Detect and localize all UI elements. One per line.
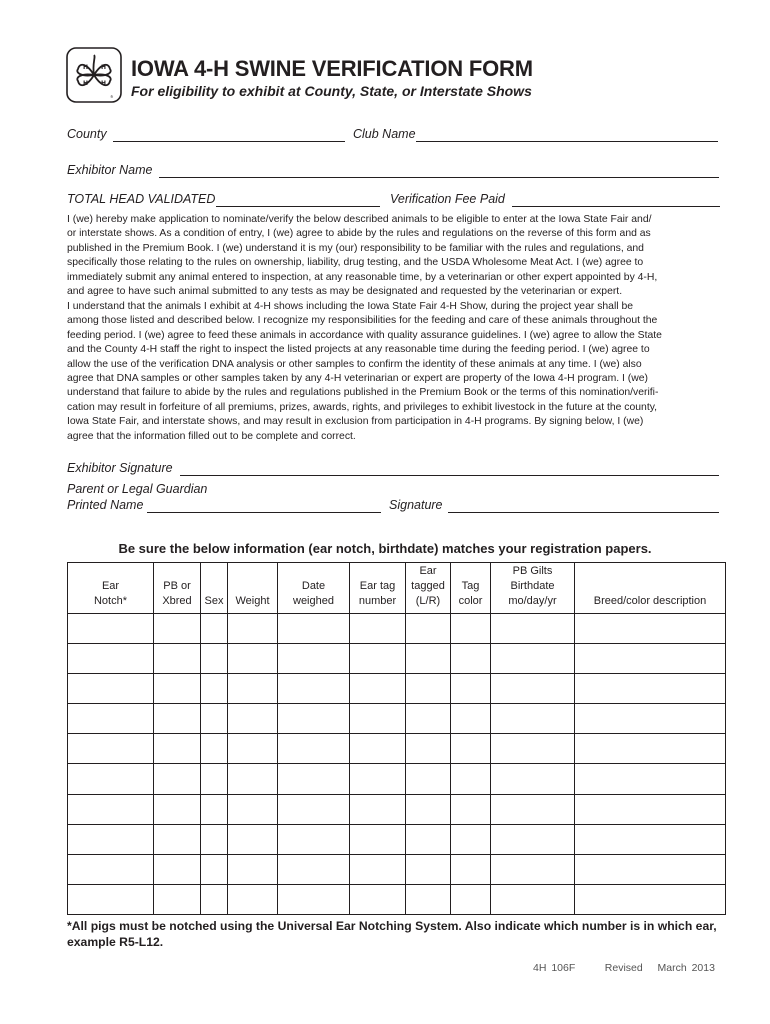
- total-head-field[interactable]: [216, 206, 380, 207]
- table-cell[interactable]: [491, 824, 575, 854]
- table-cell[interactable]: [68, 884, 154, 914]
- table-cell[interactable]: [278, 704, 350, 734]
- printed-name-field[interactable]: [147, 512, 381, 513]
- table-cell[interactable]: [491, 794, 575, 824]
- table-cell[interactable]: [201, 614, 228, 644]
- table-cell[interactable]: [228, 884, 278, 914]
- column-header: Breed/color description: [575, 563, 726, 614]
- table-cell[interactable]: [575, 794, 726, 824]
- table-cell[interactable]: [451, 644, 491, 674]
- table-cell[interactable]: [228, 704, 278, 734]
- table-cell[interactable]: [451, 614, 491, 644]
- table-cell[interactable]: [575, 764, 726, 794]
- revision-info: [533, 962, 715, 974]
- table-cell[interactable]: [228, 794, 278, 824]
- table-cell[interactable]: [350, 644, 406, 674]
- table-cell[interactable]: [68, 644, 154, 674]
- column-header: Weight: [228, 563, 278, 614]
- table-row: [68, 674, 726, 704]
- 4-h-clover-icon: [66, 47, 122, 103]
- exhibitor-signature-label: Exhibitor Signature: [67, 461, 173, 475]
- table-cell[interactable]: [278, 674, 350, 704]
- table-cell[interactable]: [154, 644, 201, 674]
- table-cell[interactable]: [491, 764, 575, 794]
- table-cell[interactable]: [68, 674, 154, 704]
- table-cell[interactable]: [406, 704, 451, 734]
- verification-fee-label: Verification Fee Paid: [390, 192, 505, 206]
- exhibitor-signature-field[interactable]: [180, 475, 719, 476]
- table-cell[interactable]: [201, 734, 228, 764]
- column-header: Date weighed: [278, 563, 350, 614]
- table-cell[interactable]: [406, 824, 451, 854]
- column-header: Ear tag number: [350, 563, 406, 614]
- table-cell[interactable]: [491, 614, 575, 644]
- footnote-text: *All pigs must be notched using the Universal Ear Notching System. Also indicate which number is in which ear, example R5-L12.: [67, 919, 717, 949]
- table-cell[interactable]: [350, 884, 406, 914]
- table-cell[interactable]: [575, 734, 726, 764]
- total-head-label: TOTAL HEAD VALIDATED: [67, 192, 216, 206]
- table-cell[interactable]: [201, 824, 228, 854]
- parent-signature-field[interactable]: [448, 512, 719, 513]
- table-cell[interactable]: [278, 824, 350, 854]
- svg-text:H: H: [101, 64, 107, 71]
- table-row: [68, 824, 726, 854]
- table-row: [68, 614, 726, 644]
- signature-label: Signature: [389, 498, 443, 512]
- table-cell[interactable]: [350, 764, 406, 794]
- table-cell[interactable]: [491, 854, 575, 884]
- table-cell[interactable]: [575, 674, 726, 704]
- table-cell[interactable]: [154, 824, 201, 854]
- table-cell[interactable]: [154, 674, 201, 704]
- table-cell[interactable]: [154, 764, 201, 794]
- column-header: PB or Xbred: [154, 563, 201, 614]
- table-cell[interactable]: [278, 614, 350, 644]
- table-cell[interactable]: [406, 764, 451, 794]
- table-cell[interactable]: [575, 824, 726, 854]
- table-cell[interactable]: [154, 794, 201, 824]
- table-cell[interactable]: [406, 614, 451, 644]
- table-cell[interactable]: [350, 704, 406, 734]
- exhibitor-name-label: Exhibitor Name: [67, 163, 153, 177]
- table-cell[interactable]: [451, 884, 491, 914]
- table-cell[interactable]: [451, 824, 491, 854]
- table-cell[interactable]: [228, 854, 278, 884]
- table-cell[interactable]: [278, 734, 350, 764]
- table-cell[interactable]: [451, 674, 491, 704]
- table-header-row: [68, 563, 726, 614]
- table-cell[interactable]: [228, 764, 278, 794]
- table-cell[interactable]: [228, 734, 278, 764]
- table-cell[interactable]: [228, 674, 278, 704]
- table-row: [68, 794, 726, 824]
- table-cell[interactable]: [154, 614, 201, 644]
- table-cell[interactable]: [350, 734, 406, 764]
- table-cell[interactable]: [406, 794, 451, 824]
- table-cell[interactable]: [154, 854, 201, 884]
- form-title: IOWA 4-H SWINE VERIFICATION FORM: [131, 56, 533, 81]
- swine-table: [67, 562, 726, 915]
- form-subtitle: For eligibility to exhibit at County, State, or Interstate Shows: [131, 83, 532, 99]
- table-cell[interactable]: [451, 734, 491, 764]
- county-field[interactable]: [113, 141, 345, 142]
- table-cell[interactable]: [278, 764, 350, 794]
- table-row: [68, 644, 726, 674]
- column-header: PB Gilts Birthdate mo/day/yr: [491, 563, 575, 614]
- table-cell[interactable]: [575, 644, 726, 674]
- column-header: Sex: [201, 563, 228, 614]
- table-cell[interactable]: [278, 884, 350, 914]
- table-cell[interactable]: [68, 854, 154, 884]
- table-cell[interactable]: [201, 704, 228, 734]
- table-cell[interactable]: [575, 884, 726, 914]
- table-cell[interactable]: [201, 884, 228, 914]
- table-cell[interactable]: [575, 704, 726, 734]
- revision-date: Revised March 2013: [604, 962, 715, 974]
- table-cell[interactable]: [68, 614, 154, 644]
- club-name-field[interactable]: [416, 141, 718, 142]
- table-cell[interactable]: [451, 764, 491, 794]
- printed-name-label: Printed Name: [67, 498, 144, 512]
- column-header: Ear Notch*: [68, 563, 154, 614]
- table-cell[interactable]: [491, 704, 575, 734]
- table-cell[interactable]: [201, 644, 228, 674]
- table-cell[interactable]: [350, 824, 406, 854]
- table-cell[interactable]: [451, 854, 491, 884]
- table-cell[interactable]: [278, 854, 350, 884]
- table-cell[interactable]: [350, 794, 406, 824]
- county-label: County: [67, 127, 107, 141]
- table-cell[interactable]: [228, 614, 278, 644]
- verification-fee-field[interactable]: [512, 206, 720, 207]
- table-cell[interactable]: [491, 734, 575, 764]
- svg-text:®: ®: [110, 95, 114, 99]
- table-cell[interactable]: [491, 674, 575, 704]
- parent-guardian-label: Parent or Legal Guardian: [67, 482, 208, 496]
- table-cell[interactable]: [451, 794, 491, 824]
- table-row: [68, 704, 726, 734]
- table-cell[interactable]: [68, 734, 154, 764]
- table-row: [68, 884, 726, 914]
- table-cell[interactable]: [154, 734, 201, 764]
- table-cell[interactable]: [228, 644, 278, 674]
- table-cell[interactable]: [68, 764, 154, 794]
- table-cell[interactable]: [154, 884, 201, 914]
- column-header: Tag color: [451, 563, 491, 614]
- table-cell[interactable]: [350, 674, 406, 704]
- table-cell[interactable]: [228, 824, 278, 854]
- table-cell[interactable]: [201, 854, 228, 884]
- table-cell[interactable]: [350, 854, 406, 884]
- table-cell[interactable]: [68, 824, 154, 854]
- table-cell[interactable]: [154, 704, 201, 734]
- exhibitor-name-field[interactable]: [159, 177, 719, 178]
- club-name-label: Club Name: [353, 127, 416, 141]
- table-cell[interactable]: [278, 794, 350, 824]
- table-cell[interactable]: [575, 614, 726, 644]
- table-cell[interactable]: [406, 884, 451, 914]
- table-cell[interactable]: [350, 614, 406, 644]
- table-cell[interactable]: [201, 674, 228, 704]
- table-cell[interactable]: [68, 794, 154, 824]
- table-cell[interactable]: [491, 884, 575, 914]
- table-cell[interactable]: [406, 734, 451, 764]
- svg-text:H: H: [83, 64, 89, 71]
- table-cell[interactable]: [406, 644, 451, 674]
- table-cell[interactable]: [491, 644, 575, 674]
- table-cell[interactable]: [575, 854, 726, 884]
- instruction-text: Be sure the below information (ear notch, birthdate) matches your registration papers.: [118, 541, 652, 556]
- table-cell[interactable]: [451, 704, 491, 734]
- table-row: [68, 734, 726, 764]
- agreement-text: I (we) hereby make application to nominate/verify the below described animals to be eligible to enter at the Iowa State Fair and/ or interstate shows. As a condition of entry, I (we) agree to abide by the rules and regulations on the reverse of this form and as published in the Premium Book. I (we) understand it is my (our) responsibility to be familiar with the rules and regulations, and specifically those relating to the rules on ownership, liability, drug testing, and the USDA Wholesome Meat Act. I (we) agree to immediately submit any animal entered to inspection, at any reasonable time, by a veterinarian or other expert appointed by 4-H, and agree to have such animal submitted to any tests as may be designated and requested by the veterinarian or expert. I understand that the animals I exhibit at 4-H shows including the Iowa State Fair 4-H Show, during the project year shall be among those listed and described below. I recognize my responsibilities for the feeding and care of these animals throughout the feeding period. I (we) agree to feed these animals in accordance with quality assurance guidelines. I (we) agree to allow the State and the County 4-H staff the right to inspect the listed projects at any reasonable time during the feeding period. I (we) agree to allow the use of the verification DNA analysis or other samples to confirm the identity of these animals at any time. I (we) also agree that DNA samples or other samples taken by any 4-H veterinarian or expert are property of the Iowa 4-H program. I (we) understand that failure to abide by the rules and regulations published in the Premium Book or the terms of this nomination/verifi- cation may result in forfeiture of all premiums, prizes, awards, rights, and privileges to exhibit livestock in the future at the county, Iowa State Fair, and interstate shows, and may result in exclusion from participation in 4-H programs. By signing below, I (we) agree that the information filled out to be complete and correct.: [67, 214, 662, 442]
- column-header: Ear tagged (L/R): [406, 563, 451, 614]
- svg-text:H: H: [83, 80, 89, 87]
- table-cell[interactable]: [68, 704, 154, 734]
- table-row: [68, 854, 726, 884]
- table-cell[interactable]: [406, 674, 451, 704]
- table-cell[interactable]: [201, 764, 228, 794]
- form-number: 4H 106F: [533, 962, 576, 974]
- table-cell[interactable]: [201, 794, 228, 824]
- table-cell[interactable]: [406, 854, 451, 884]
- svg-text:H: H: [101, 80, 107, 87]
- table-row: [68, 764, 726, 794]
- table-cell[interactable]: [278, 644, 350, 674]
